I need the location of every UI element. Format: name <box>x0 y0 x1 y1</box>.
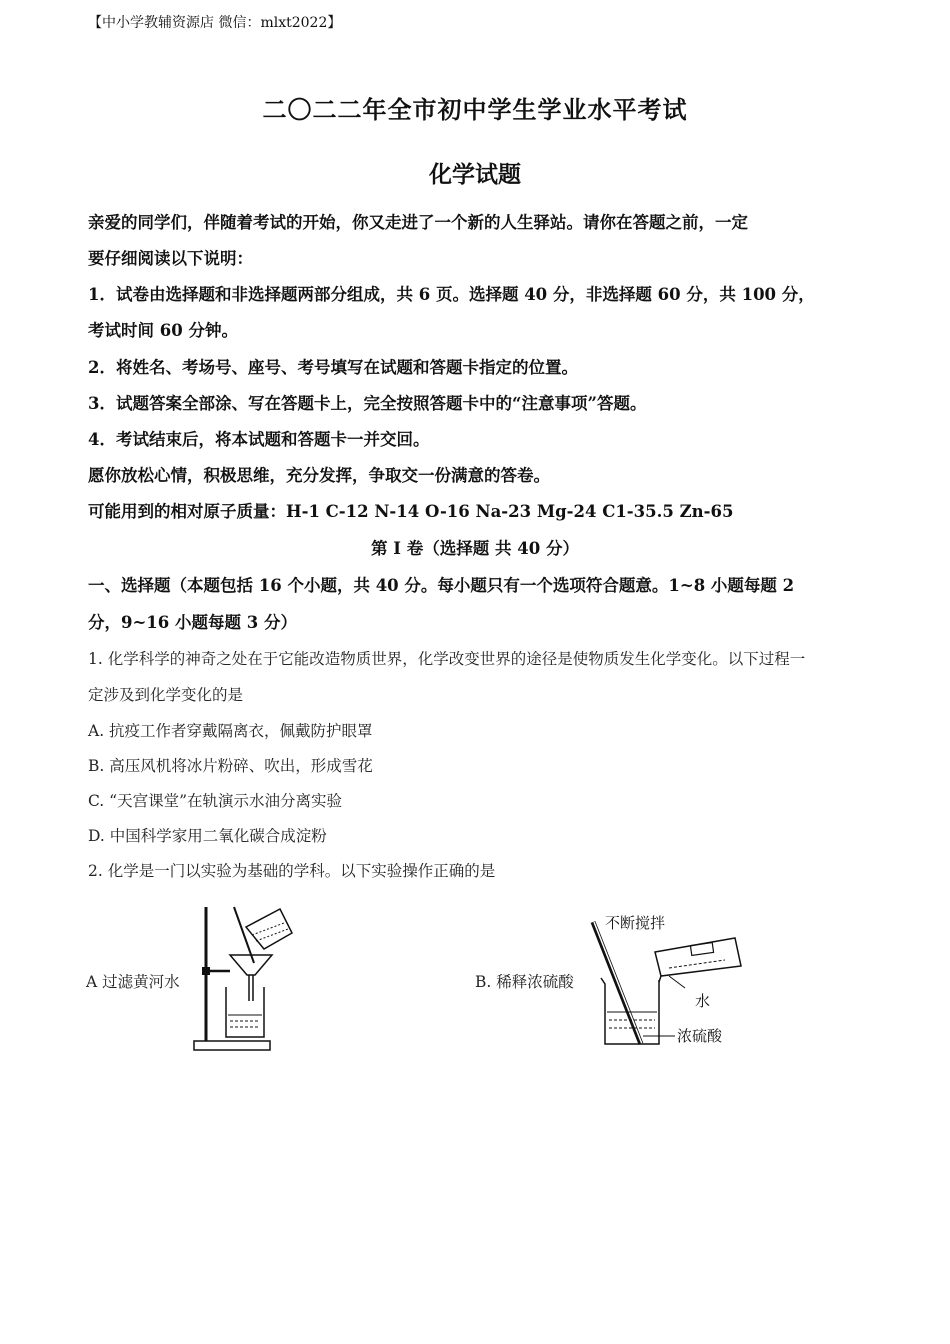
acid-label: 浓硫酸 <box>677 1027 723 1045</box>
q2-option-b-label: B. 稀释浓硫酸 <box>475 973 574 991</box>
q1-option-a: A. 抗疫工作者穿戴隔离衣，佩戴防护眼罩 <box>88 722 373 740</box>
header-note: 【中小学教辅资源店 微信：mlxt2022】 <box>88 15 342 31</box>
filtration-apparatus-figure <box>190 903 310 1053</box>
section-title: 第 I 卷（选择题 共 40 分） <box>371 539 579 558</box>
instruction-3: 3．试题答案全部涂、写在答题卡上，完全按照答题卡中的“注意事项”答题。 <box>88 394 647 413</box>
stir-label: 不断搅拌 <box>605 914 666 932</box>
q2-stem: 2. 化学是一门以实验为基础的学科。以下实验操作正确的是 <box>88 862 496 880</box>
intro-line-1: 亲爱的同学们，伴随着考试的开始，你又走进了一个新的人生驿站。请你在答题之前，一定 <box>88 213 748 232</box>
wish-line: 愿你放松心情，积极思维，充分发挥，争取交一份满意的答卷。 <box>88 466 550 485</box>
exam-title: 二〇二二年全市初中学生学业水平考试 <box>262 95 688 124</box>
q1-option-b: B. 高压风机将冰片粉碎、吹出，形成雪花 <box>88 757 373 775</box>
dilution-apparatus-figure <box>585 912 765 1052</box>
part1-line-2: 分，9~16 小题每题 3 分） <box>88 613 297 632</box>
q1-option-c: C. “天宫课堂”在轨演示水油分离实验 <box>88 792 343 810</box>
q1-stem-a: 1. 化学科学的神奇之处在于它能改造物质世界，化学改变世界的途径是使物质发生化学变化。以下过程一 <box>88 650 806 668</box>
instruction-1b: 考试时间 60 分钟。 <box>88 321 238 340</box>
q2-option-a-label: A 过滤黄河水 <box>86 973 180 991</box>
atomic-masses: 可能用到的相对原子质量：H-1 C-12 N-14 O-16 Na-23 Mg-24 C1-35.5 Zn-65 <box>88 502 734 521</box>
instruction-2: 2．将姓名、考场号、座号、考号填写在试题和答题卡指定的位置。 <box>88 358 578 377</box>
part1-line-1: 一、选择题（本题包括 16 个小题，共 40 分。每小题只有一个选项符合题意。1~8 小题每题 2 <box>88 576 795 595</box>
instruction-4: 4．考试结束后，将本试题和答题卡一并交回。 <box>88 430 430 449</box>
subject-title: 化学试题 <box>429 161 521 188</box>
instruction-1a: 1．试卷由选择题和非选择题两部分组成，共 6 页。选择题 40 分，非选择题 60 分，共 100 分， <box>88 285 815 304</box>
q1-stem-b: 定涉及到化学变化的是 <box>88 686 244 704</box>
q1-option-d: D. 中国科学家用二氧化碳合成淀粉 <box>88 827 327 845</box>
water-label: 水 <box>695 992 711 1010</box>
intro-line-2: 要仔细阅读以下说明： <box>88 249 253 268</box>
